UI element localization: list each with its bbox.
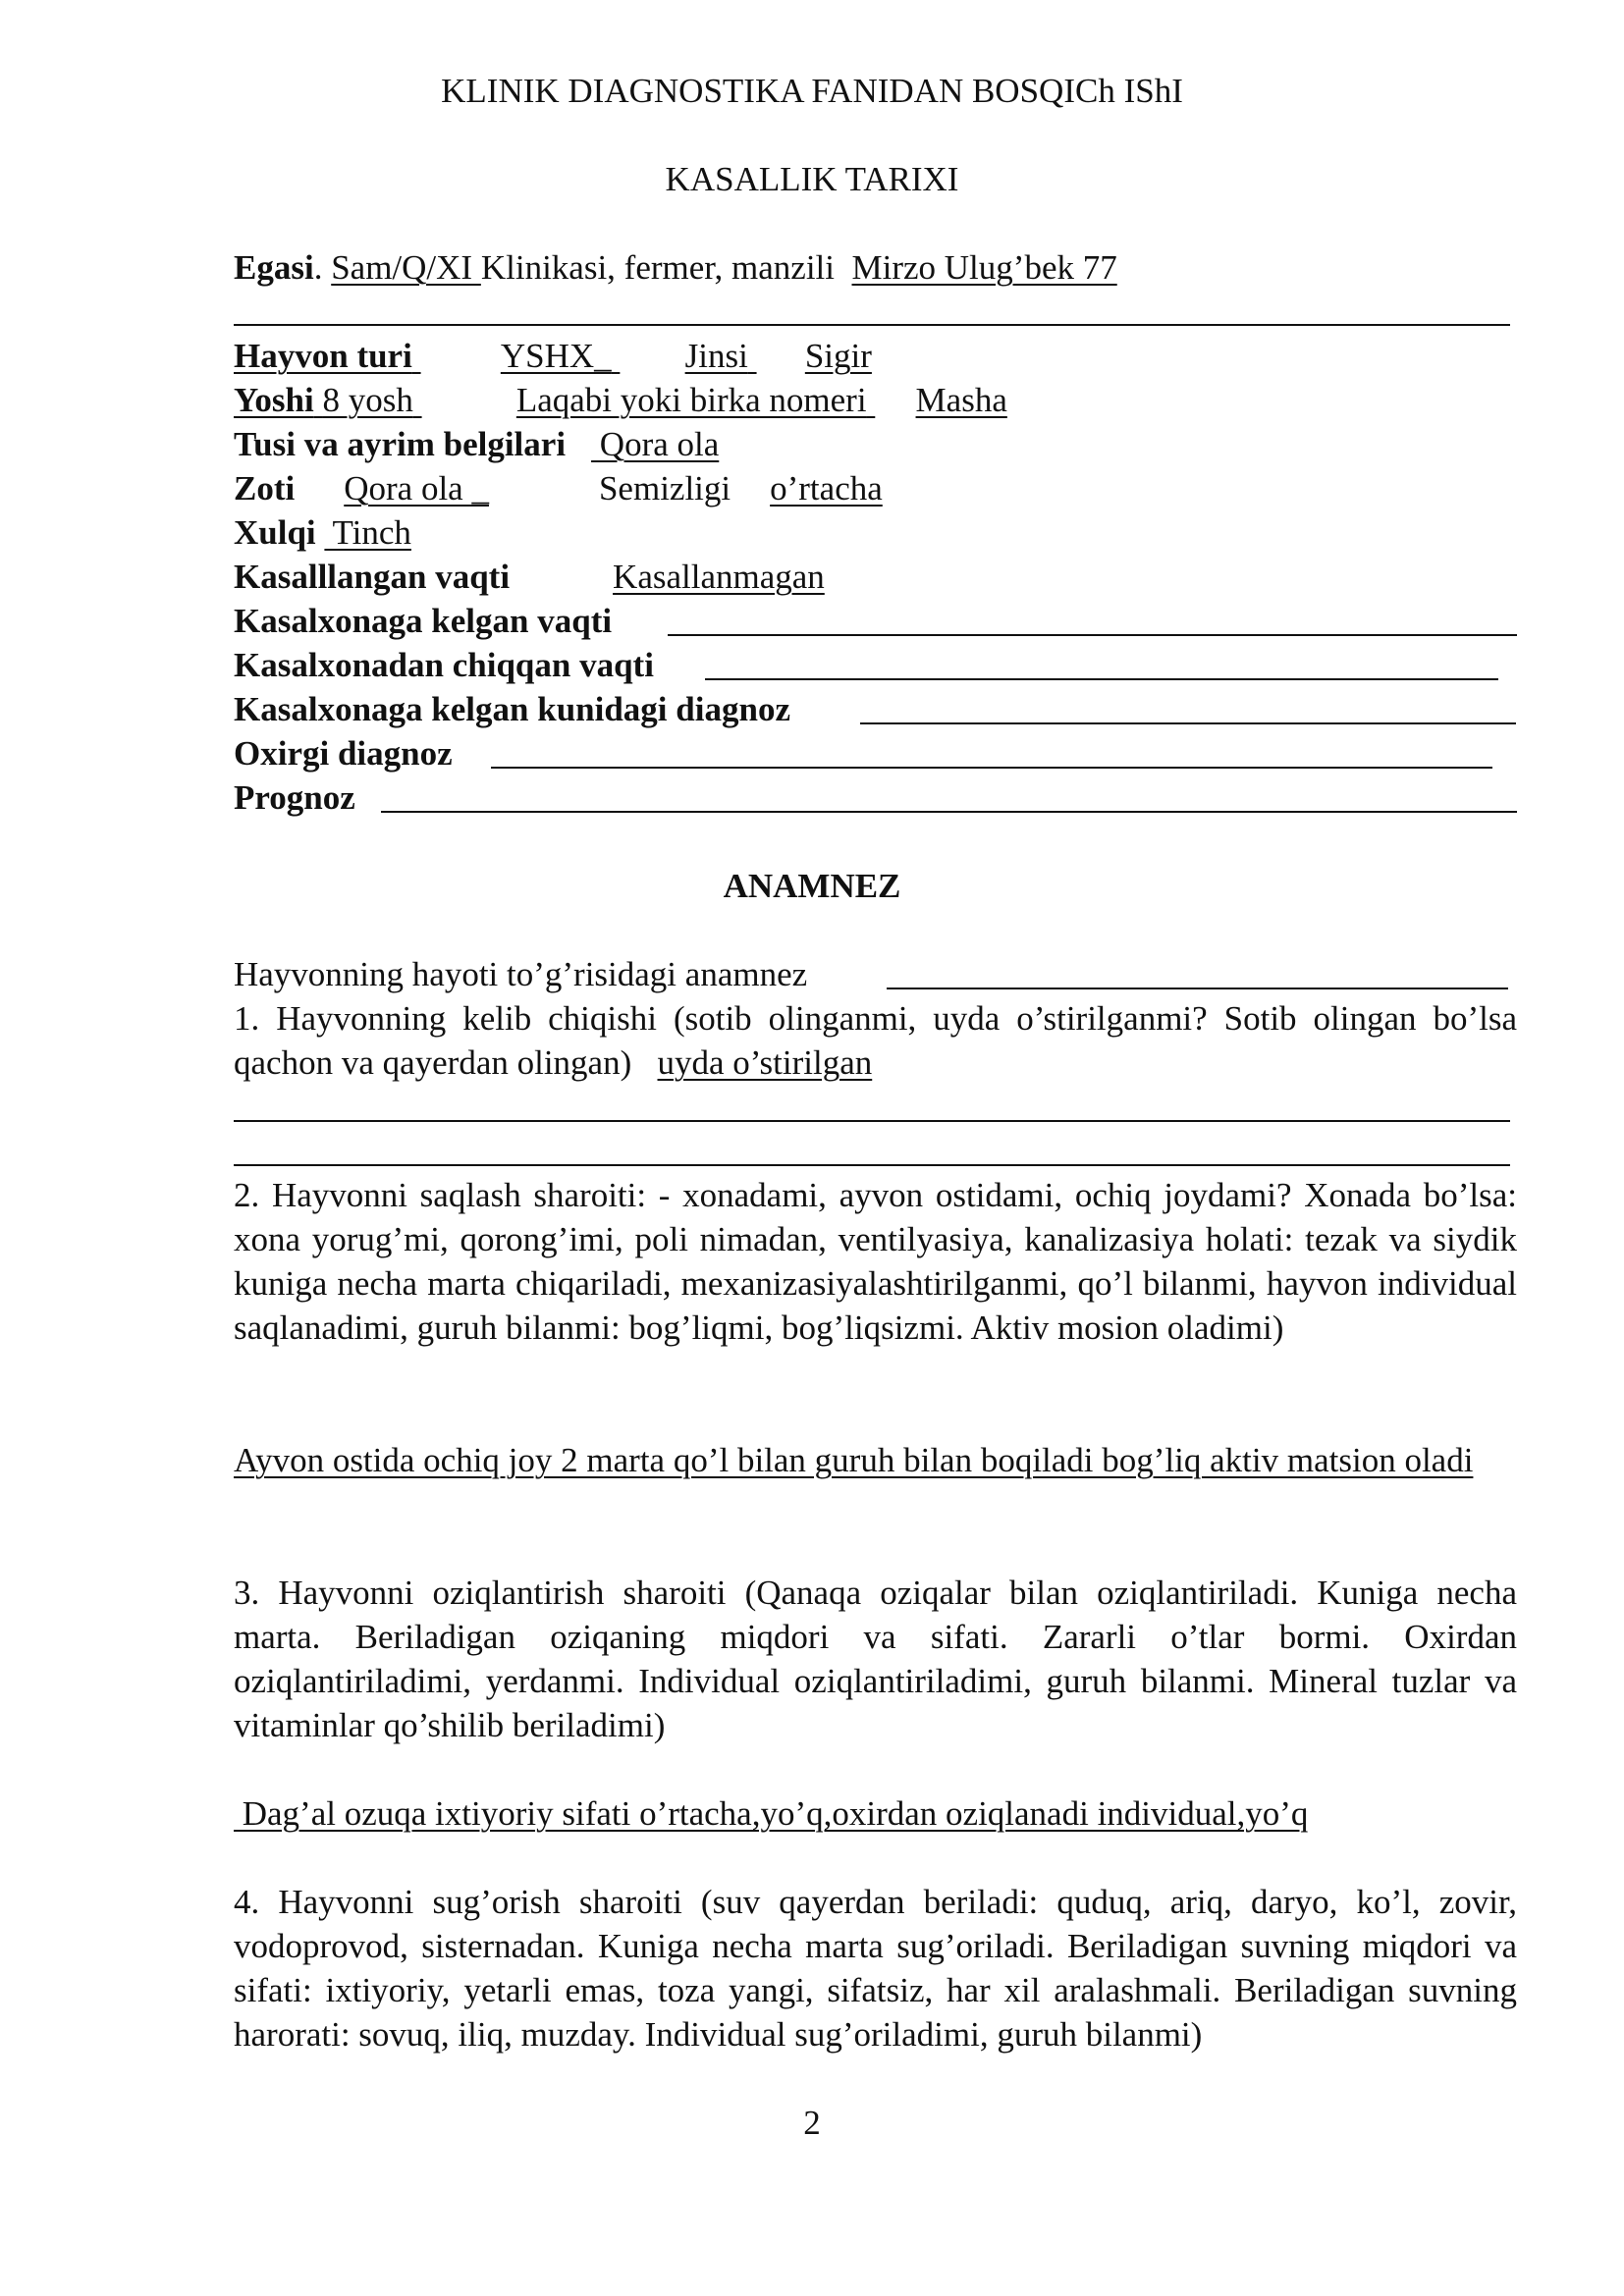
owner-line: Egasi. Sam/Q/XI Klinikasi, fermer, manzili Mirzo Ulug’bek 77 <box>234 248 1117 287</box>
final-diagnosis-blank <box>491 767 1492 769</box>
discharge-time-label: Kasalxonadan chiqqan vaqti <box>234 646 654 684</box>
temper-value: Tinch <box>324 513 411 552</box>
tag-label: Laqabi yoki birka nomeri <box>515 381 867 419</box>
temper-row <box>234 510 411 555</box>
answer-1-blank-line-2 <box>234 1164 1510 1166</box>
sex-label: Jinsi <box>684 337 748 375</box>
temper-label: Xulqi <box>234 513 316 552</box>
owner-blank-line <box>234 324 1510 326</box>
breed-label: Zoti <box>234 469 296 507</box>
animal-type-label: Hayvon turi <box>234 337 412 375</box>
answer-2: Ayvon ostida ochiq joy 2 marta qo’l bilan guruh bilan boqiladi bog’liq aktiv matsion oladi <box>234 1441 1474 1479</box>
answer-1: uyda o’stirilgan <box>657 1043 873 1082</box>
animal-type-value: YSHX_ <box>500 337 612 375</box>
anamnesis-intro: Hayvonning hayoti to’g’risidagi anamnez <box>234 955 808 993</box>
arrival-time-blank <box>668 634 1517 636</box>
breed-value: Qora ola _ <box>344 469 489 507</box>
fatness-value: o’rtacha <box>770 469 883 507</box>
final-diagnosis-label: Oxirgi diagnoz <box>234 734 453 773</box>
color-row <box>234 422 719 466</box>
color-value: Qora ola <box>591 425 720 463</box>
arrival-diagnosis-row <box>234 687 790 731</box>
arrival-time-row <box>234 599 612 643</box>
answer-3: Dag’al ozuqa ixtiyoriy sifati o’rtacha,yo’q,oxirdan oziqlanadi individual,yo’q <box>234 1794 1309 1833</box>
arrival-diagnosis-label: Kasalxonaga kelgan kunidagi diagnoz <box>234 690 790 728</box>
question-2: 2. Hayvonni saqlash sharoiti: - xonadami, ayvon ostidami, ochiq joydami? Xonada bo’lsa: xona yorug’mi, qorong’imi, poli nimadan, ventilyasiya, kanalizasiya holati: tezak va siydik kuniga necha marta chiqariladi, mexanizasiyalashtirilganmi, qo’l bilanmi, hayvon individual saqlanadimi, guruh bilanmi: bog’liqmi, bog’liqsizmi. Aktiv mosion oladimi) <box>234 1176 1517 1347</box>
animal-type-row <box>234 334 872 378</box>
final-diagnosis-row <box>234 731 453 775</box>
discharge-time-row <box>234 643 654 687</box>
color-label: Tusi va ayrim belgilari <box>234 425 567 463</box>
prognosis-blank <box>381 811 1517 813</box>
anamnesis-heading: ANAMNEZ <box>723 867 901 905</box>
owner-middle: Klinikasi, fermer, manzili <box>480 248 835 287</box>
breed-row <box>234 466 883 510</box>
question-3: 3. Hayvonni oziqlantirish sharoiti (Qanaqa oziqalar bilan oziqlantiriladi. Kuniga necha marta. Beriladigan oziqaning miqdori va sifati. Zararli o’tlar bormi. Oxirdan oziqlantiriladimi, yerdanmi. Individual oziqlantiriladimi, guruh bilanmi. Mineral tuzlar va vitaminlar qo’shilib beriladimi) <box>234 1574 1517 1744</box>
anamnesis-intro-blank <box>887 988 1508 989</box>
owner-label: Egasi <box>234 248 314 287</box>
age-label: Yoshi <box>234 381 314 419</box>
sick-time-value: Kasallanmagan <box>613 558 825 596</box>
owner-address: Mirzo Ulug’bek 77 <box>851 248 1117 287</box>
age-value: 8 yosh <box>322 381 413 419</box>
tag-value: Masha <box>915 381 1007 419</box>
arrival-diagnosis-blank <box>860 722 1516 724</box>
page-number: 2 <box>803 2104 821 2142</box>
prognosis-row <box>234 775 355 820</box>
question-4: 4. Hayvonni sug’orish sharoiti (suv qayerdan beriladi: quduq, ariq, daryo, ko’l, zovir, vodoprovod, sisternadan. Kuniga necha marta sug’oriladi. Beriladigan suvning miqdori va sifati: ixtiyoriy, yetarli emas, toza yangi, sifatsiz, har xil aralashmali. Beriladigan suvning harorati: sovuq, iliq, muzday. Individual sug’oriladimi, guruh bilanmi) <box>234 1883 1517 2054</box>
sex-value: Sigir <box>804 337 872 375</box>
sick-time-label: Kasalllangan vaqti <box>234 558 511 596</box>
prognosis-label: Prognoz <box>234 778 355 817</box>
fatness-label: Semizligi <box>598 469 731 507</box>
discharge-time-blank <box>705 678 1498 680</box>
question-1: 1. Hayvonning kelib chiqishi (sotib olinganmi, uyda o’stirilganmi? Sotib olingan bo’lsa qachon va qayerdan olingan) uyda o’stirilgan <box>234 999 1517 1082</box>
sick-time-row <box>234 555 825 599</box>
document-title: KLINIK DIAGNOSTIKA FANIDAN BOSQICh IShI <box>441 72 1183 110</box>
arrival-time-label: Kasalxonaga kelgan vaqti <box>234 602 613 640</box>
document-subtitle: KASALLIK TARIXI <box>665 160 959 198</box>
answer-1-blank-line <box>234 1120 1510 1122</box>
owner-value: Sam/Q/XI <box>331 248 481 287</box>
age-row <box>234 378 1007 422</box>
